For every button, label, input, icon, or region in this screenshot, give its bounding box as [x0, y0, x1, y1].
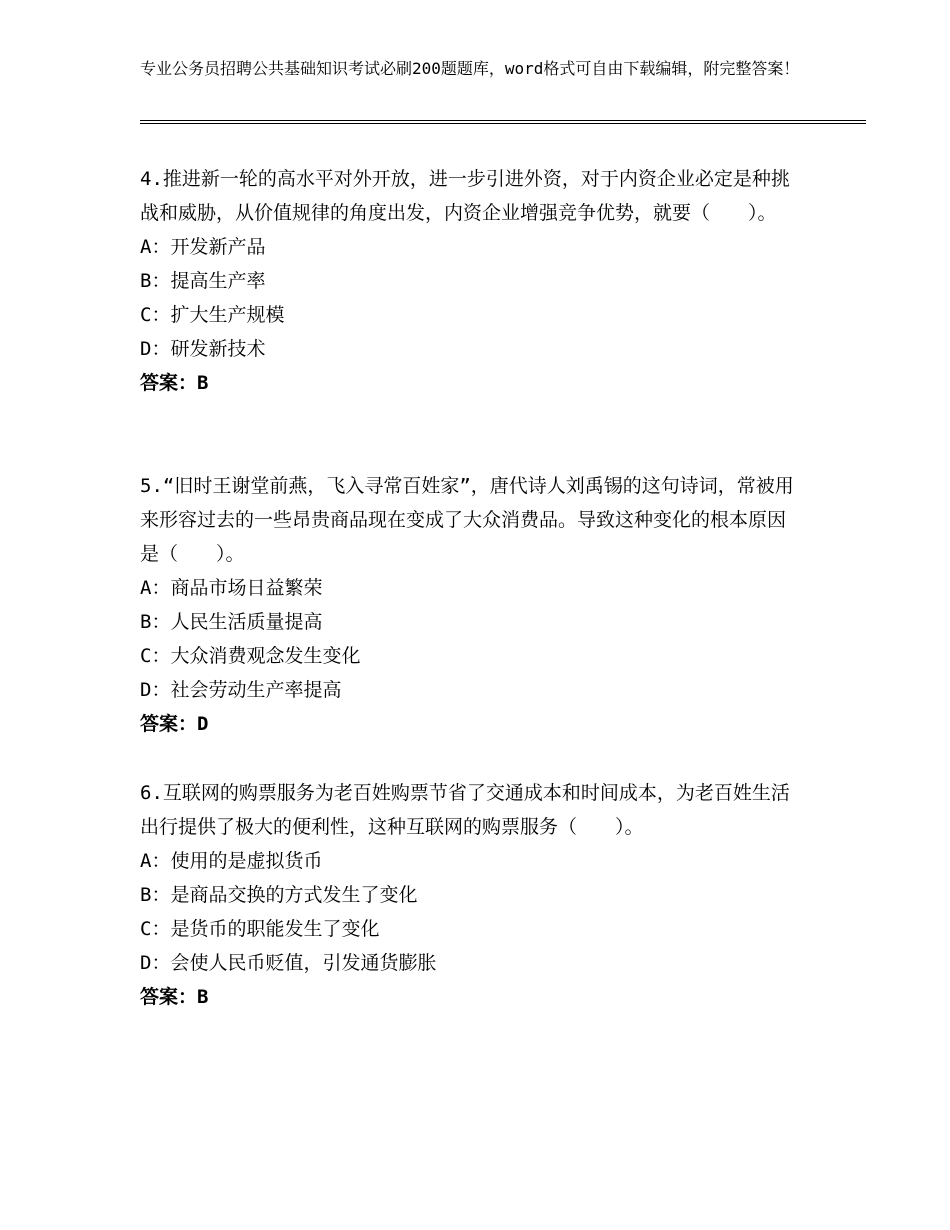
option-b: B：人民生活质量提高 [140, 611, 323, 633]
option-d: D：会使人民币贬值，引发通货膨胀 [140, 952, 437, 974]
answer: 答案：B [140, 986, 209, 1008]
question-5 [140, 469, 800, 741]
header-divider [140, 120, 866, 124]
question-stem: 4.推进新一轮的高水平对外开放，进一步引进外资，对于内资企业必定是种挑战和威胁，从价值规律的角度出发，内资企业增强竞争优势，就要（ ）。 [140, 168, 790, 224]
answer: 答案：B [140, 372, 209, 394]
option-a: A：开发新产品 [140, 236, 266, 258]
option-d: D：研发新技术 [140, 338, 266, 360]
option-d: D：社会劳动生产率提高 [140, 679, 342, 701]
question-stem: 6.互联网的购票服务为老百姓购票节省了交通成本和时间成本，为老百姓生活出行提供了极大的便利性，这种互联网的购票服务（ ）。 [140, 782, 790, 838]
option-c: C：扩大生产规模 [140, 304, 285, 326]
option-c: C：大众消费观念发生变化 [140, 645, 361, 667]
question-4 [140, 162, 800, 400]
option-b: B：是商品交换的方式发生了变化 [140, 884, 418, 906]
question-6 [140, 776, 800, 1014]
answer: 答案：D [140, 713, 209, 735]
page-header: 专业公务员招聘公共基础知识考试必刷200题题库，word格式可自由下载编辑，附完整答案！ [140, 59, 800, 78]
option-c: C：是货币的职能发生了变化 [140, 918, 380, 940]
question-stem: 5.“旧时王谢堂前燕，飞入寻常百姓家”，唐代诗人刘禹锡的这句诗词，常被用来形容过去的一些昂贵商品现在变成了大众消费品。导致这种变化的根本原因是（ ）。 [140, 475, 794, 565]
option-a: A：商品市场日益繁荣 [140, 577, 323, 599]
option-b: B：提高生产率 [140, 270, 266, 292]
option-a: A：使用的是虚拟货币 [140, 850, 323, 872]
